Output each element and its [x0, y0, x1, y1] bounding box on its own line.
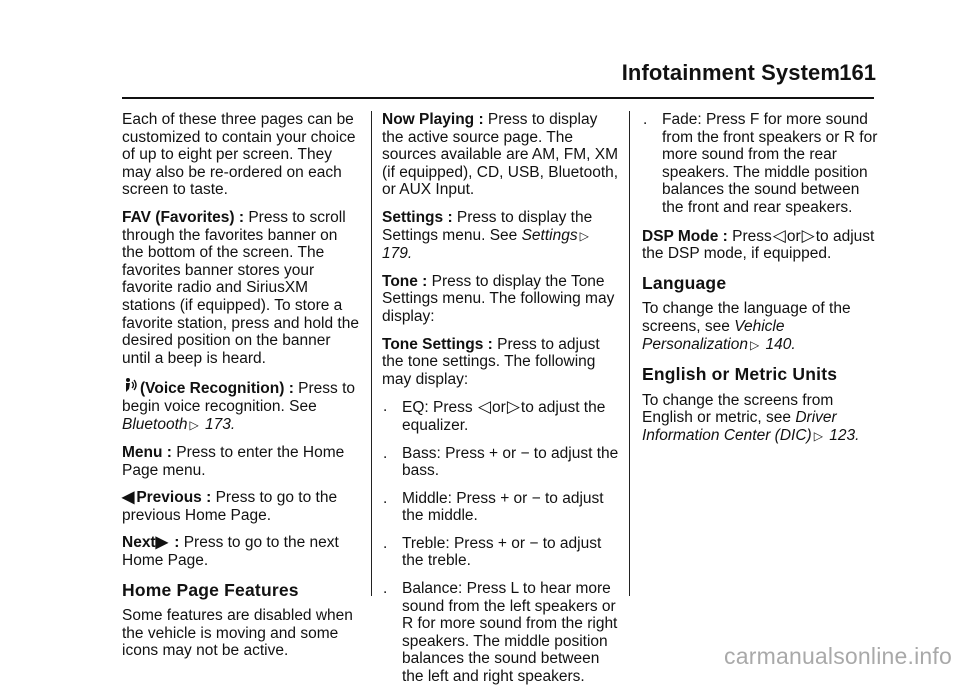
fade-text: Fade: Press F for more sound from the front speakers or R for more sound from the rear speakers. The middle position balances the sound between the front and rear speakers.: [662, 111, 878, 216]
bullet-dot: .: [643, 111, 648, 128]
column-2: [382, 111, 622, 696]
voice-ref: Bluetooth: [122, 415, 188, 433]
list-item: [382, 490, 622, 525]
language-ref: Vehicle Personalization: [642, 317, 785, 353]
fav-text: Press to scroll through the favorites banner on the bottom of the screen. The favorites banner stores your favorite radio and SiriusXM stations (if equipped). To store a favorite station, press and hold the desired position on the banner until a beep is heard.: [122, 208, 359, 367]
fav-term: FAV (Favorites) :: [122, 208, 245, 226]
units-page: 123.: [824, 426, 860, 444]
next-paragraph: [122, 534, 362, 569]
dsp-or: or: [786, 227, 801, 245]
dsp-tail: to adjust the DSP mode, if equipped.: [642, 227, 875, 263]
eq-or: or: [492, 399, 506, 417]
units-paragraph: [642, 392, 882, 446]
next-colon: :: [169, 534, 180, 552]
bullet-dot: .: [383, 444, 388, 462]
previous-arrow-icon: ◀: [122, 489, 135, 507]
units-heading: English or Metric Units: [642, 364, 838, 385]
treble-text: Treble: Press + or − to adjust the treble.: [402, 534, 602, 570]
page-header: [0, 0, 960, 100]
header-rule: [122, 97, 874, 99]
previous-text: Press to go to the previous Home Page.: [122, 489, 338, 524]
voice-page: 173.: [200, 415, 236, 433]
fav-paragraph: [122, 209, 362, 367]
bullet-dot: .: [383, 580, 388, 598]
settings-ref: Settings: [521, 226, 578, 244]
voice-recognition-icon: [123, 377, 139, 397]
list-item: [642, 111, 882, 217]
next-text: Press to go to the next Home Page.: [122, 534, 339, 570]
previous-paragraph: [122, 489, 362, 524]
voice-text: Press to begin voice recognition. See: [122, 380, 356, 415]
column-3: [642, 111, 882, 456]
tone-paragraph: [382, 273, 622, 326]
language-heading: Language: [642, 272, 727, 293]
page-reference-icon: ▷: [813, 428, 823, 443]
tone-settings-paragraph: [382, 336, 622, 389]
menu-paragraph: [122, 444, 362, 479]
now-playing-term: Now Playing :: [382, 111, 484, 128]
language-paragraph: [642, 300, 882, 354]
bullet-dot: .: [383, 398, 388, 416]
bullet-dot: .: [383, 534, 388, 552]
settings-paragraph: [382, 209, 622, 263]
right-arrow-icon: ▷: [801, 225, 815, 245]
home-features-paragraph: Some features are disabled when the vehicle is moving and some icons may not be active.: [122, 607, 353, 660]
units-text: To change the screens from English or metric, see: [642, 391, 834, 427]
page-number: 161: [839, 60, 876, 85]
eq-tail: to adjust the equalizer.: [402, 399, 606, 434]
menu-term: Menu :: [122, 444, 172, 462]
eq-text: EQ: Press: [402, 399, 473, 417]
left-arrow-icon: ◁: [772, 225, 786, 245]
page-reference-icon: ▷: [749, 337, 760, 352]
settings-term: Settings :: [382, 208, 453, 226]
tone-settings-term: Tone Settings :: [382, 335, 493, 353]
tone-text: Press to display the Tone Settings menu. The following may display:: [382, 272, 615, 325]
column-divider: [371, 111, 372, 596]
column-1: [122, 111, 362, 670]
list-item: [382, 580, 622, 686]
bass-text: Bass: Press + or − to adjust the bass.: [402, 444, 619, 480]
column-divider: [629, 111, 630, 596]
menu-text: Press to enter the Home Page menu.: [122, 444, 345, 479]
voice-paragraph: [122, 377, 362, 434]
settings-page: 179.: [382, 245, 413, 263]
watermark: carmanualsonline.info: [724, 643, 952, 669]
bullet-dot: .: [383, 489, 388, 507]
right-arrow-icon: ▷: [506, 397, 520, 417]
previous-term: Previous :: [136, 489, 212, 507]
voice-term: (Voice Recognition) :: [140, 380, 294, 398]
now-playing-text: Press to display the active source page. The sources available are AM, FM, XM (if equipped), CD, USB, Bluetooth, or AUX Input.: [382, 111, 619, 199]
list-item: [382, 445, 622, 480]
tone-term: Tone :: [382, 272, 428, 290]
dsp-press: Press: [727, 227, 772, 245]
units-ref: Driver Information Center (DIC): [642, 409, 837, 444]
dsp-paragraph: [642, 227, 882, 263]
left-arrow-icon: ◁: [477, 397, 492, 417]
balance-text: Balance: Press L to hear more sound from the left speakers or R for more sound from the right speakers. The middle position balances the sound between the left and right speakers.: [402, 580, 618, 686]
settings-text: Press to display the Settings menu. See: [382, 208, 593, 244]
list-item: [382, 398, 622, 434]
dsp-term: DSP Mode :: [642, 227, 728, 245]
section-title: Infotainment System: [621, 60, 840, 85]
language-text: To change the language of the screens, see: [642, 300, 851, 335]
home-page-features-heading: Home Page Features: [122, 579, 299, 600]
intro-paragraph: Each of these three pages can be customized to contain your choice of up to eight per screen. They may also be re-ordered on each screen to taste.: [122, 111, 356, 199]
page-reference-icon: ▷: [579, 228, 589, 243]
middle-text: Middle: Press + or − to adjust the middle.: [402, 489, 604, 525]
page-reference-icon: ▷: [189, 417, 199, 432]
tone-settings-text: Press to adjust the tone settings. The following may display:: [382, 335, 600, 388]
now-playing-paragraph: [382, 111, 622, 199]
next-term: Next: [122, 534, 156, 552]
list-item: [382, 535, 622, 570]
next-arrow-icon: ▶: [155, 534, 168, 552]
language-page: 140.: [761, 335, 796, 353]
